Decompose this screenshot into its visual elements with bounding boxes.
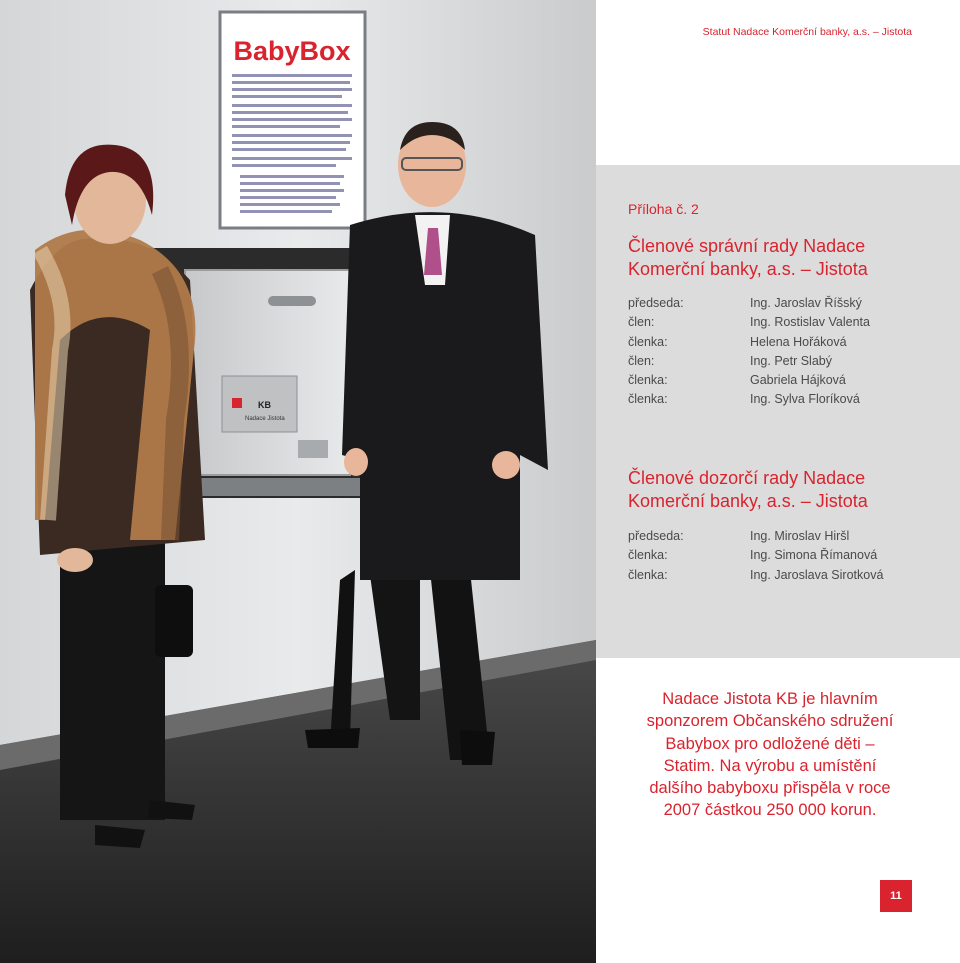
member-role: člen: [628, 353, 655, 368]
member-name: Ing. Sylva Floríková [750, 392, 860, 407]
member-role: členka: [628, 392, 668, 407]
quote-line: Statim. Na výrobu a umístění [663, 756, 877, 775]
member-name: Ing. Petr Slabý [750, 353, 832, 368]
board-title-line: Komerční banky, a.s. – Jistota [628, 259, 868, 279]
member-row [628, 390, 948, 409]
member-name: Ing. Rostislav Valenta [750, 315, 870, 330]
sponsor-quote [615, 688, 925, 822]
member-role: členka: [628, 373, 668, 388]
box-label: Nadace Jistota [245, 416, 285, 422]
member-name: Ing. Miroslav Hiršl [750, 529, 850, 543]
supervisory-title [628, 467, 948, 513]
page-number: 11 [880, 880, 912, 912]
supervisory-title-line: Komerční banky, a.s. – Jistota [628, 491, 868, 511]
member-row [628, 371, 948, 390]
member-name: Ing. Simona Římanová [750, 548, 878, 563]
member-role: členka: [628, 334, 668, 349]
member-role: předseda: [628, 529, 684, 543]
member-row [628, 352, 948, 371]
supervisory-title-line: Členové dozorčí rady Nadace [628, 468, 866, 488]
quote-line: 2007 částkou 250 000 korun. [663, 801, 877, 820]
member-name: Ing. Jaroslav Říšský [750, 296, 862, 310]
quote-line: dalšího babyboxu přispěla v roce [649, 779, 891, 798]
member-row [628, 333, 948, 352]
member-name: Ing. Jaroslava Sirotková [750, 567, 884, 582]
member-row [628, 527, 948, 546]
member-row [628, 313, 948, 332]
quote-line: Babybox pro odložené děti – [665, 734, 875, 753]
quote-line: Nadace Jistota KB je hlavním [662, 690, 878, 708]
board-members [628, 294, 948, 410]
member-row [628, 546, 948, 565]
kb-logo-text: KB [258, 400, 271, 410]
member-name: Helena Hořáková [750, 334, 847, 349]
member-name: Gabriela Hájková [750, 373, 846, 388]
member-role: předseda: [628, 296, 684, 310]
appendix-label: Příloha č. 2 [628, 201, 699, 217]
babybox-sign [220, 12, 365, 228]
handbag [155, 585, 193, 657]
sign-title: BabyBox [233, 36, 351, 66]
quote-line: sponzorem Občanského sdružení [646, 712, 894, 731]
board-title-line: Členové správní rady Nadace [628, 236, 866, 256]
member-row [628, 566, 948, 585]
member-role: členka: [628, 548, 668, 563]
header-title: Statut Nadace Komerční banky, a.s. – Jistota [702, 26, 912, 38]
member-row [628, 294, 948, 313]
member-role: členka: [628, 567, 668, 582]
supervisory-members [628, 527, 948, 585]
board-title [628, 235, 948, 281]
member-role: člen: [628, 315, 655, 330]
